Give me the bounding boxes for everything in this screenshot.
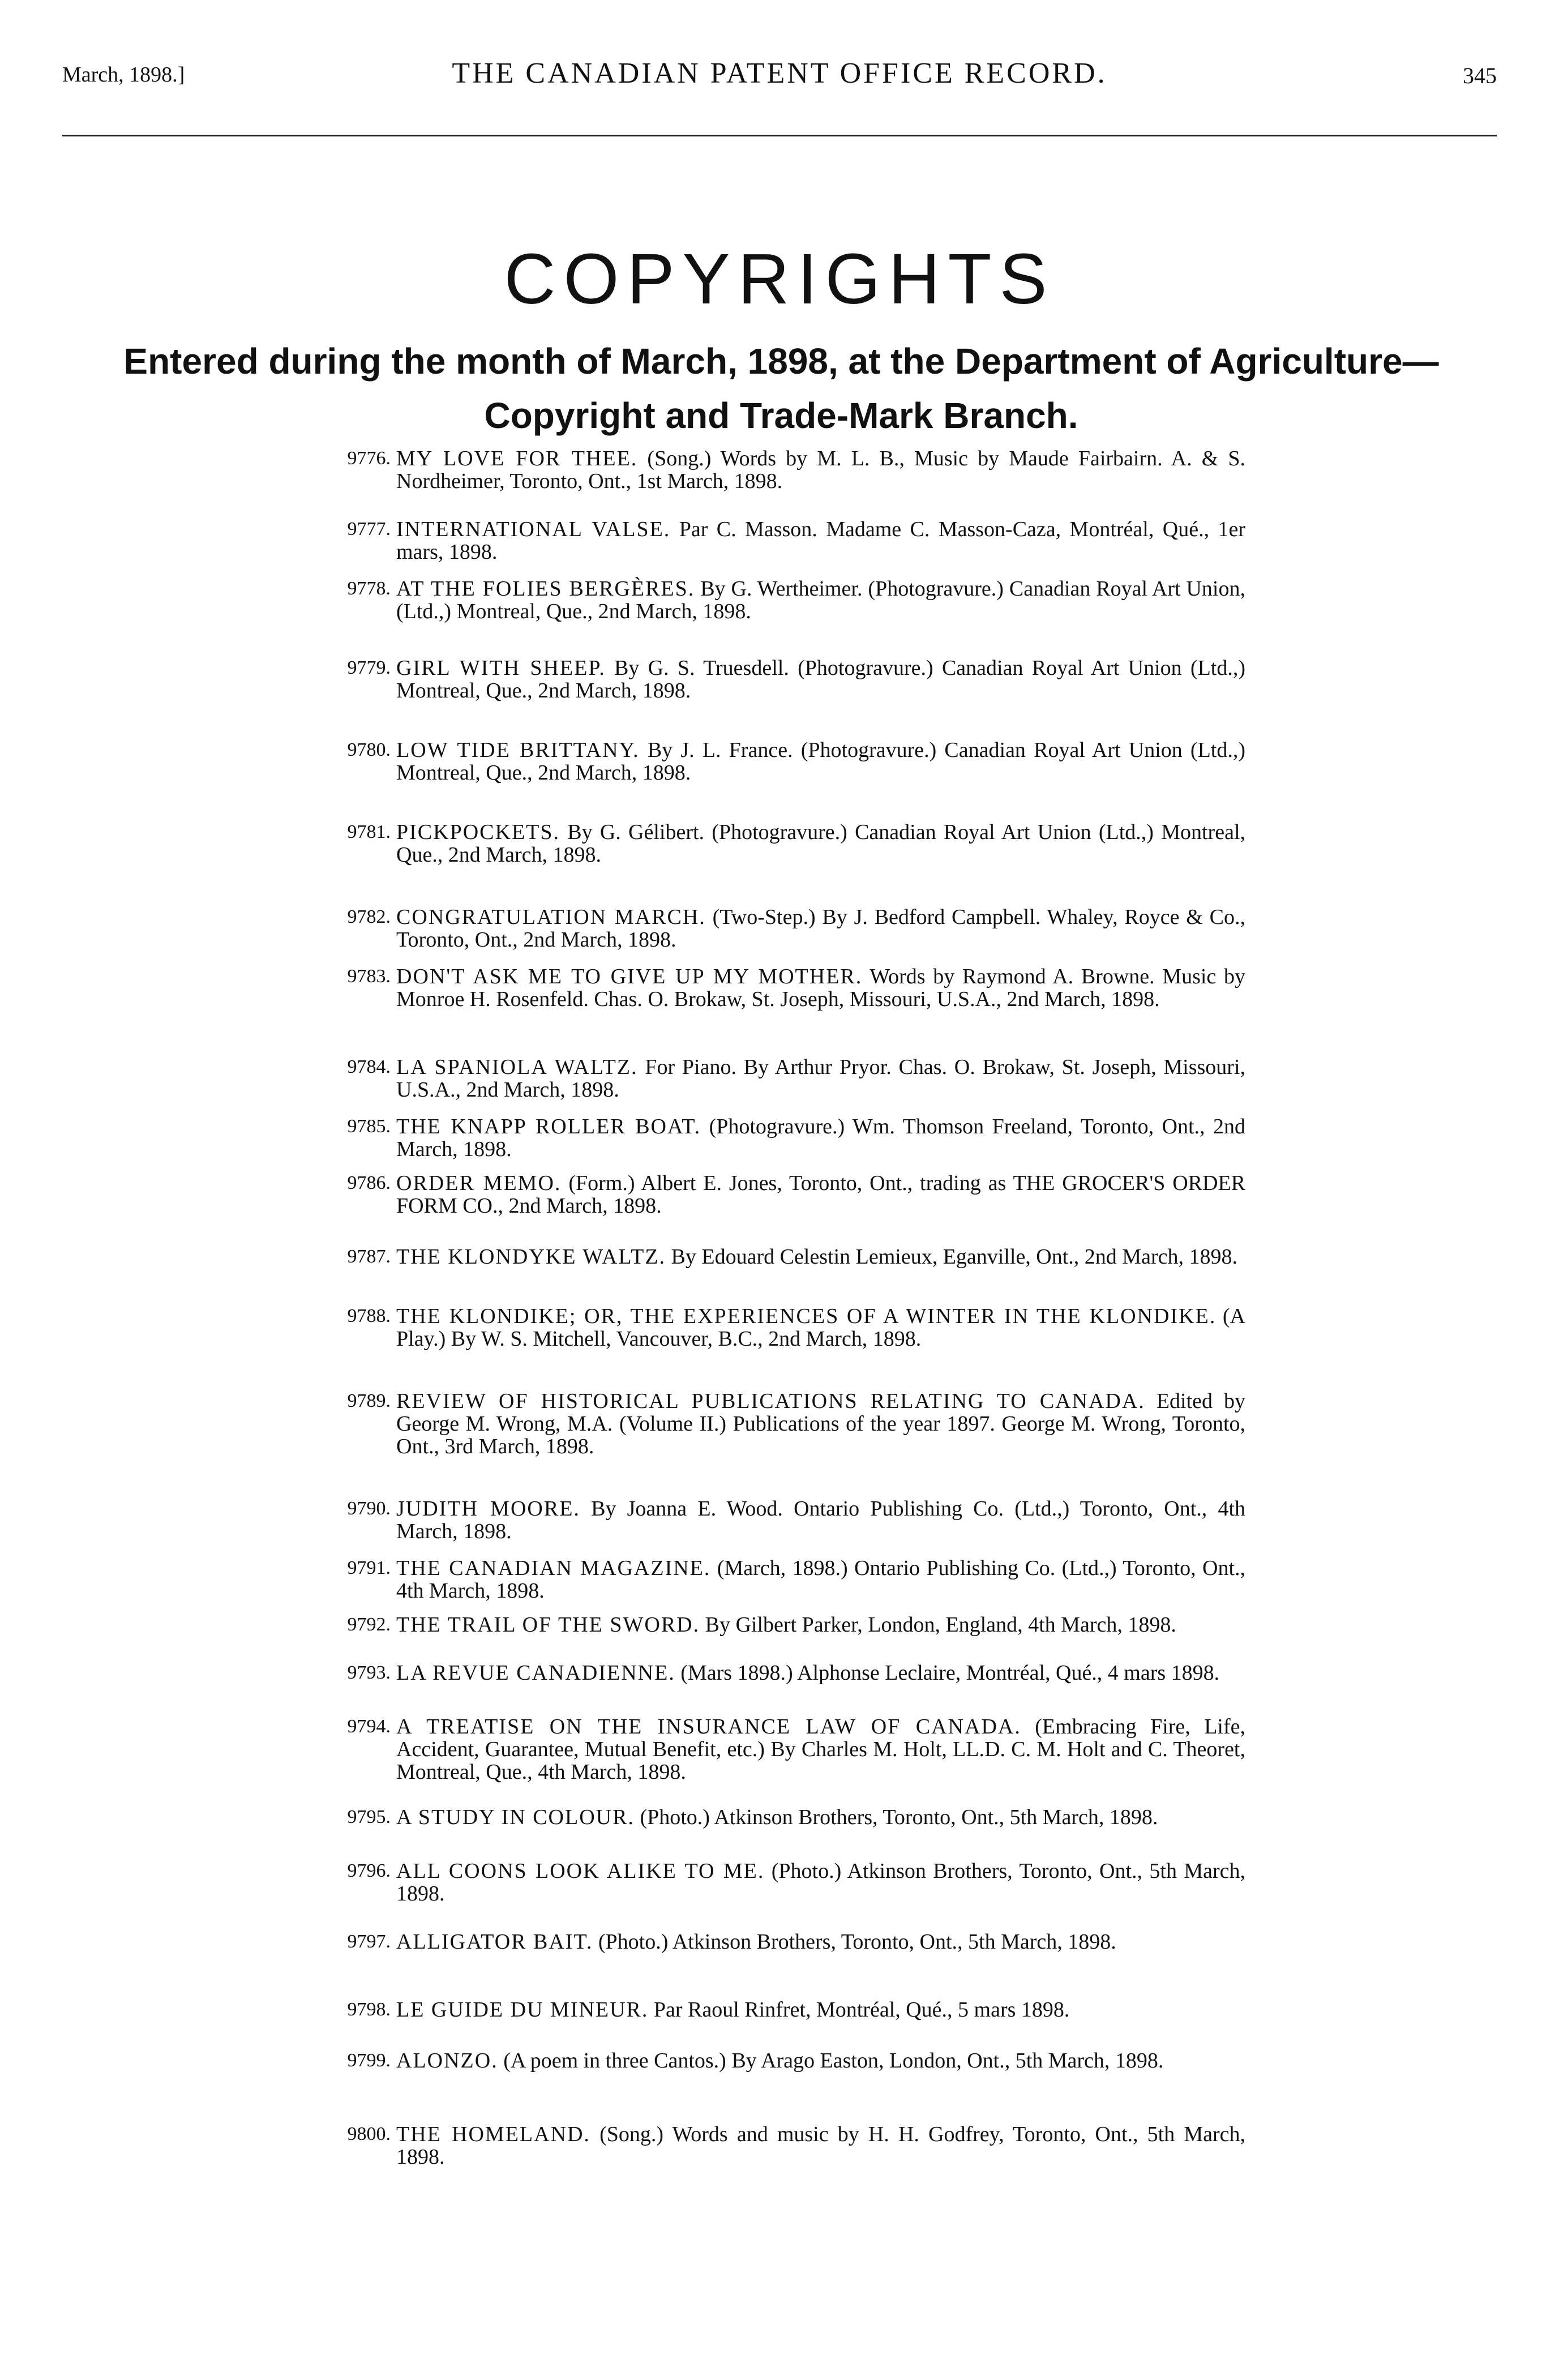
entry-body xyxy=(396,1860,1245,1905)
entry-number: 9796. xyxy=(347,1860,391,1881)
entry-number: 9800. xyxy=(347,2124,391,2144)
entry-body xyxy=(396,1613,1245,1636)
entry-title: LOW TIDE BRITTANY. xyxy=(396,738,640,762)
entry-details: (Photo.) Atkinson Brothers, Toronto, Ont., 5th March, 1898. xyxy=(396,1859,1246,1906)
page-header xyxy=(0,0,1559,136)
entry-body xyxy=(396,1172,1245,1217)
entry-number: 9784. xyxy=(347,1056,391,1077)
entry-body xyxy=(396,1930,1245,1953)
entry-number: 9780. xyxy=(347,739,391,760)
entry-details: By Joanna E. Wood. Ontario Publishing Co. (Ltd.,) Toronto, Ont., 4th March, 1898. xyxy=(396,1497,1246,1543)
entry-details: By G. S. Truesdell. (Photogravure.) Canadian Royal Art Union (Ltd.,) Montreal, Que., 2nd March, 1898. xyxy=(396,656,1246,703)
entry-details: (Photo.) Atkinson Brothers, Toronto, Ont., 5th March, 1898. xyxy=(640,1805,1158,1829)
entry-title: ALONZO. xyxy=(396,2049,498,2073)
entry-body xyxy=(396,1056,1245,1101)
entry-details: By Gilbert Parker, London, England, 4th March, 1898. xyxy=(705,1613,1176,1637)
header-date: March, 1898.] xyxy=(62,63,185,87)
entry-details: Par C. Masson. Madame C. Masson-Caza, Montréal, Qué., 1er mars, 1898. xyxy=(396,517,1246,564)
entry-number: 9795. xyxy=(347,1807,391,1827)
entry-details: (A Play.) By W. S. Mitchell, Vancouver, B.C., 2nd March, 1898. xyxy=(396,1304,1246,1351)
entry-title: ALLIGATOR BAIT. xyxy=(396,1930,593,1954)
entry-number: 9779. xyxy=(347,657,391,678)
entry-title: THE CANADIAN MAGAZINE. xyxy=(396,1556,711,1580)
entry-body xyxy=(396,2049,1245,2072)
entry-body xyxy=(396,1998,1245,2021)
entry-details: (Photogravure.) Wm. Thomson Freeland, Toronto, Ont., 2nd March, 1898. xyxy=(396,1115,1246,1161)
entry-details: (Photo.) Atkinson Brothers, Toronto, Ont., 5th March, 1898. xyxy=(598,1930,1116,1954)
entry-title: DON'T ASK ME TO GIVE UP MY MOTHER. xyxy=(396,965,863,988)
page-number: 345 xyxy=(1463,63,1497,88)
header-rule xyxy=(62,135,1497,136)
entry-details: (Embracing Fire, Life, Accident, Guarantee, Mutual Benefit, etc.) By Charles M. Holt, LL.D. C. M. Holt and C. Theoret, Montreal, Que., 4th March, 1898. xyxy=(396,1715,1246,1784)
entry-number: 9792. xyxy=(347,1614,391,1635)
entry-details: (A poem in three Cantos.) By Arago Easton, London, Ont., 5th March, 1898. xyxy=(503,2049,1164,2073)
entry-number: 9793. xyxy=(347,1662,391,1683)
entry-number: 9782. xyxy=(347,906,391,927)
entry-title: PICKPOCKETS. xyxy=(396,820,560,844)
entry-title: REVIEW OF HISTORICAL PUBLICATIONS RELATING TO CANADA. xyxy=(396,1389,1145,1413)
section-heading: COPYRIGHTS xyxy=(504,239,1055,319)
entry-details: By G. Gélibert. (Photogravure.) Canadian Royal Art Union (Ltd.,) Montreal, Que., 2nd March, 1898. xyxy=(396,820,1246,867)
entry-number: 9783. xyxy=(347,966,391,987)
entry-number: 9777. xyxy=(347,519,391,540)
entry-title: ALL COONS LOOK ALIKE TO ME. xyxy=(396,1859,765,1883)
entry-details: For Piano. By Arthur Pryor. Chas. O. Brokaw, St. Joseph, Missouri, U.S.A., 2nd March, 1898. xyxy=(396,1055,1245,1102)
section-subheading xyxy=(57,334,1506,443)
entry-body xyxy=(396,1115,1245,1161)
entry-title: GIRL WITH SHEEP. xyxy=(396,656,606,680)
entry-body xyxy=(396,1245,1245,1268)
entry-body xyxy=(396,1305,1245,1350)
entry-number: 9787. xyxy=(347,1246,391,1267)
entry-number: 9786. xyxy=(347,1172,391,1193)
entry-details: (Two-Step.) By J. Bedford Campbell. Whaley, Royce & Co., Toronto, Ont., 2nd March, 1898. xyxy=(396,905,1245,952)
entry-body xyxy=(396,906,1245,951)
entry-details: By Edouard Celestin Lemieux, Eganville, Ont., 2nd March, 1898. xyxy=(671,1245,1237,1269)
subheading-line-2: Copyright and Trade-Mark Branch. xyxy=(484,395,1078,436)
entry-title: LA REVUE CANADIENNE. xyxy=(396,1661,675,1685)
entry-details: (March, 1898.) Ontario Publishing Co. (Ltd.,) Toronto, Ont., 4th March, 1898. xyxy=(396,1556,1245,1603)
entry-number: 9791. xyxy=(347,1557,391,1578)
entry-number: 9797. xyxy=(347,1931,391,1952)
entry-body xyxy=(396,1715,1245,1783)
entry-details: (Song.) Words and music by H. H. Godfrey, Toronto, Ont., 5th March, 1898. xyxy=(396,2122,1245,2169)
entry-title: AT THE FOLIES BERGÈRES. xyxy=(396,577,695,601)
entry-body xyxy=(396,447,1245,493)
entry-number: 9776. xyxy=(347,448,391,469)
entry-details: By G. Wertheimer. (Photogravure.) Canadian Royal Art Union, (Ltd.,) Montreal, Que., 2nd March, 1898. xyxy=(396,577,1245,623)
entry-body xyxy=(396,821,1245,866)
entry-title: THE TRAIL OF THE SWORD. xyxy=(396,1613,700,1637)
entry-body xyxy=(396,739,1245,784)
entry-number: 9789. xyxy=(347,1390,391,1411)
entry-number: 9778. xyxy=(347,578,391,599)
entry-title: MY LOVE FOR THEE. xyxy=(396,447,638,470)
entry-title: ORDER MEMO. xyxy=(396,1171,562,1195)
entry-title: THE HOMELAND. xyxy=(396,2122,590,2146)
entry-body xyxy=(396,577,1245,623)
entry-title: JUDITH MOORE. xyxy=(396,1497,580,1521)
subheading-line-1: Entered during the month of March, 1898, at the Department of Agriculture— xyxy=(123,341,1439,382)
entry-body xyxy=(396,1390,1245,1458)
entry-details: Par Raoul Rinfret, Montréal, Qué., 5 mars 1898. xyxy=(653,1998,1070,2022)
header-title: THE CANADIAN PATENT OFFICE RECORD. xyxy=(452,57,1107,89)
entry-number: 9790. xyxy=(347,1498,391,1519)
entry-title: A STUDY IN COLOUR. xyxy=(396,1805,635,1829)
entry-body xyxy=(396,1557,1245,1602)
entry-number: 9788. xyxy=(347,1305,391,1326)
entry-details: Words by Raymond A. Browne. Music by Monroe H. Rosenfeld. Chas. O. Brokaw, St. Joseph, Missouri, U.S.A., 2nd March, 1898. xyxy=(396,965,1245,1011)
entry-title: THE KLONDYKE WALTZ. xyxy=(396,1245,666,1269)
entry-details: By J. L. France. (Photogravure.) Canadian Royal Art Union (Ltd.,) Montreal, Que., 2nd March, 1898. xyxy=(396,738,1245,785)
entry-details: (Mars 1898.) Alphonse Leclaire, Montréal, Qué., 4 mars 1898. xyxy=(680,1661,1220,1685)
entry-body xyxy=(396,965,1245,1011)
entry-number: 9798. xyxy=(347,1999,391,2020)
entry-number: 9781. xyxy=(347,821,391,842)
entry-body xyxy=(396,1662,1245,1684)
entry-number: 9785. xyxy=(347,1116,391,1137)
entry-body xyxy=(396,1806,1245,1829)
entry-body xyxy=(396,2123,1245,2168)
entry-title: CONGRATULATION MARCH. xyxy=(396,905,706,929)
entry-details: (Song.) Words by M. L. B., Music by Maude Fairbairn. A. & S. Nordheimer, Toronto, Ont., 1st March, 1898. xyxy=(396,447,1246,493)
entry-title: THE KNAPP ROLLER BOAT. xyxy=(396,1115,701,1138)
entry-number: 9799. xyxy=(347,2050,391,2071)
entry-body xyxy=(396,657,1245,702)
entry-title: LA SPANIOLA WALTZ. xyxy=(396,1055,638,1079)
entry-title: A TREATISE ON THE INSURANCE LAW OF CANADA. xyxy=(396,1715,1021,1739)
entry-title: THE KLONDIKE; OR, THE EXPERIENCES OF A WINTER IN THE KLONDIKE. xyxy=(396,1304,1217,1328)
entry-details: (Form.) Albert E. Jones, Toronto, Ont., trading as THE GROCER'S ORDER FORM CO., 2nd March, 1898. xyxy=(396,1171,1246,1218)
entry-number: 9794. xyxy=(347,1716,391,1737)
entry-body xyxy=(396,518,1245,563)
entry-title: LE GUIDE DU MINEUR. xyxy=(396,1998,649,2022)
entry-body xyxy=(396,1497,1245,1543)
entry-title: INTERNATIONAL VALSE. xyxy=(396,517,671,541)
entry-details: Edited by George M. Wrong, M.A. (Volume II.) Publications of the year 1897. George M. Wrong, Toronto, Ont., 3rd March, 1898. xyxy=(396,1389,1246,1458)
